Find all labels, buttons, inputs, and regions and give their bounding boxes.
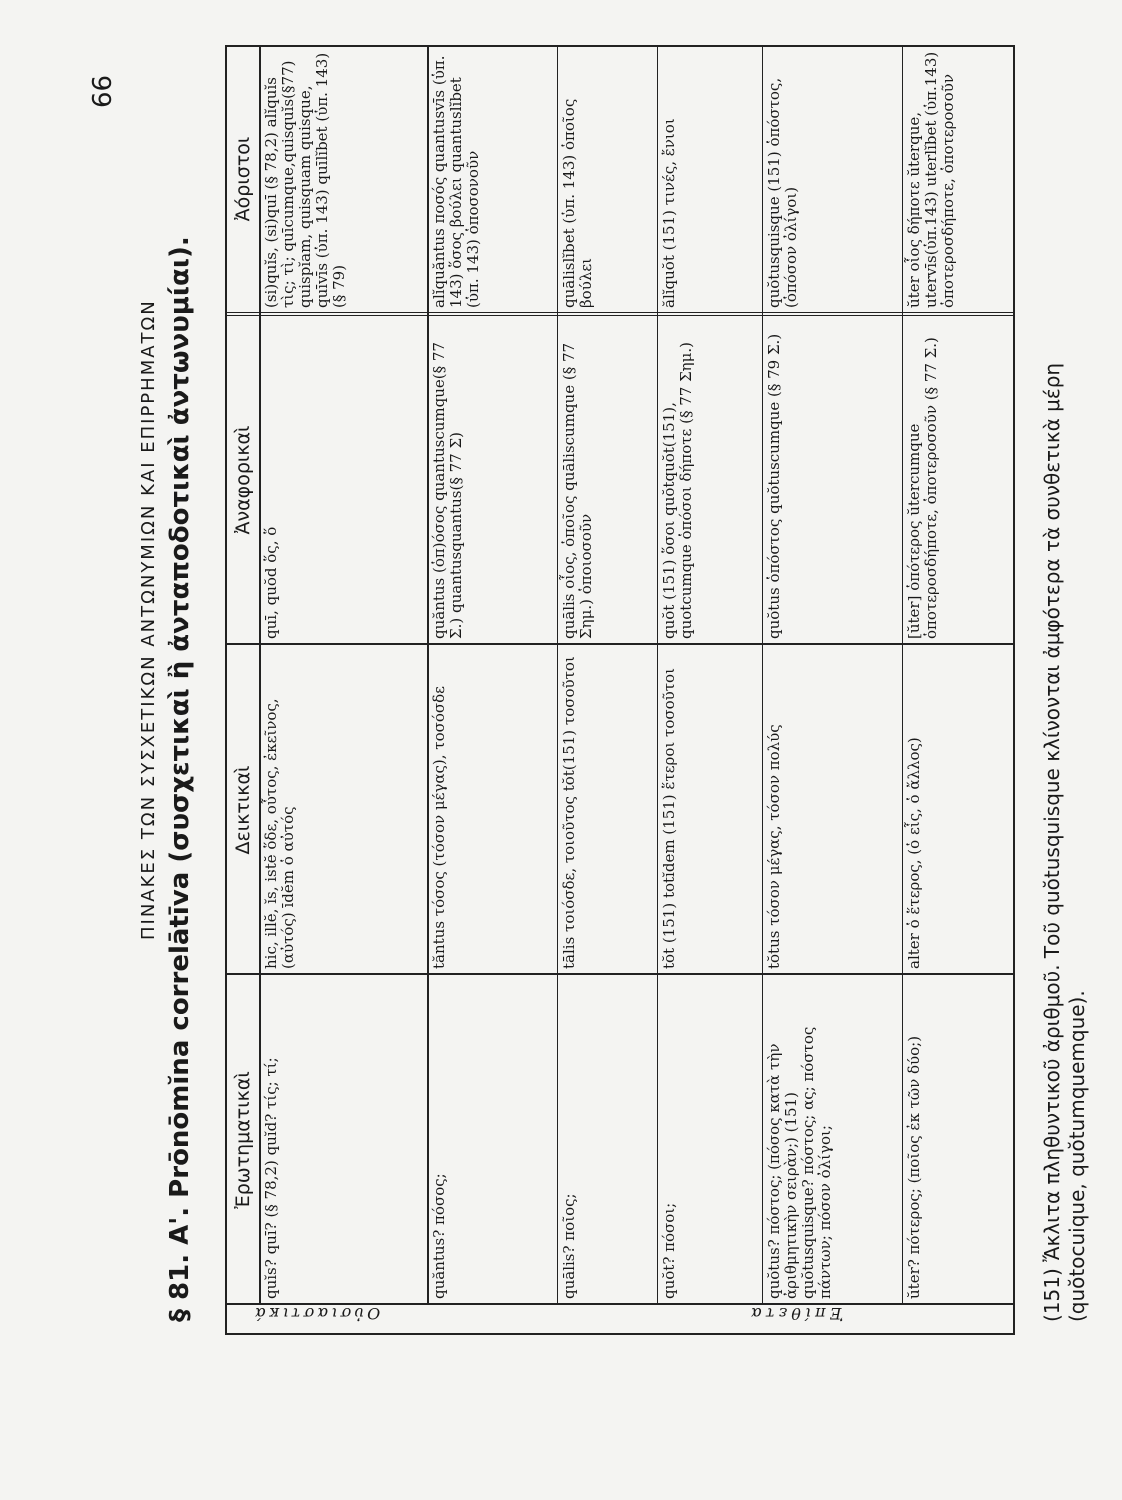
- row-divider: [762, 47, 763, 1305]
- table-cell: (si)quĭs, (si)quī (§ 78,2) alĭquĭs τὶς; τὶ; quīcumque,quisquĭs(§77) quispĭam, quisquam quisque, quīvīs (ὑπ. 143) quīlĭbet (ὑπ. 143) (§ 79): [262, 52, 348, 308]
- table-cell: quī, quŏd ὅς, ὅ: [262, 526, 280, 639]
- footnote-line: (quŏtocuique, quŏtumquemque).: [1065, 990, 1089, 1322]
- row-divider: [902, 47, 903, 1305]
- header-demonstrative: Δεικτικαὶ: [232, 765, 254, 855]
- table-cell: quŏt? πόσοι;: [660, 1202, 678, 1299]
- table-cell: tŏtus τόσον μέγας, τόσον πολύς: [765, 724, 783, 969]
- table-cell: ŭter? πότερος; (ποῖος ἐκ τῶν δύο;): [905, 1035, 923, 1299]
- table-cell: quŏtus ὁπόστος quŏtuscumque (§ 79 Σ.): [765, 333, 783, 639]
- table-cell: quālis οἷος, ὁποῖος quāliscumque (§ 77 Σημ.) ὁποιοσοῦν: [560, 342, 595, 639]
- side-label-column: [227, 1303, 1013, 1333]
- header-relative: Ἀναφορικαὶ: [232, 425, 254, 535]
- page-title: [165, 236, 195, 1322]
- table-cell: alĭquăntus ποσός quantusvīs (ὑπ. 143) ὅσος βούλει quantuslĭbet (ὑπ. 143) ὁποσονοῦν: [430, 55, 482, 308]
- table-cell: [ŭter] ὁπότερος ŭtercumque ὁποτεροσδήποτε, ὁποτεροσοῦν (§ 77 Σ.): [905, 337, 940, 639]
- side-label-nouns: Οὐσιαστικά: [252, 1304, 381, 1323]
- header-interrogative: Ἐρωτηματικαὶ: [232, 1071, 254, 1209]
- section-number: § 81. Α'.: [165, 1206, 195, 1322]
- table-cell: tŏt (151) totĭdem (151) ἕτεροι τοσοῦτοι: [660, 668, 678, 969]
- header-indefinite: Ἀόριστοι: [232, 136, 254, 222]
- greek-title: (συσχετικαὶ ἢ ἀνταποδοτικαὶ ἀντωνυμίαι).: [165, 236, 195, 863]
- table-cell: hic, illĕ, ĭs, istĕ ὅδε, οὗτος, ἐκεῖνος, (αὐτός) īdĕm ὁ αὐτός: [262, 698, 297, 969]
- footnote-line: (151) Ἄκλιτα πληθυντικοῦ ἀριθμοῦ. Τοῦ quŏtusquisque κλίνονται ἀμφότερα τὰ συνθετικὰ μέρη: [1040, 362, 1064, 1322]
- page-number: 66: [88, 74, 118, 108]
- row-divider: [557, 47, 558, 1305]
- table-cell: quăntus? πόσος;: [430, 1173, 448, 1299]
- table-cell: tālis τοιόσδε, τοιοῦτος tŏt(151) τοσοῦτοι: [560, 656, 578, 969]
- side-label-adjectives: Ἐπίθετα: [747, 1304, 844, 1323]
- table-cell: tăntus τόσος (τόσον μέγας), τοσόσδε: [430, 686, 448, 969]
- table-cell: ălĭquŏt (151) τινές, ἔνιοι: [660, 118, 678, 308]
- table-cell: quālis? ποῖος;: [560, 1193, 578, 1299]
- correlatives-table: [225, 45, 1015, 1335]
- latin-title: Prōnōmĭna correlātīva: [165, 871, 195, 1198]
- column-divider: [227, 643, 1013, 645]
- table-cell: quĭs? quī? (§ 78,2) quĭd? τίς; τί;: [262, 1057, 280, 1299]
- table-cell: alter ὁ ἕτερος, (ὁ εἷς, ὁ ἄλλος): [905, 737, 923, 969]
- table-cell: quŏt (151) ὅσοι quŏtquŏt(151), quotcumque ὁπόσοι δήποτε (§ 77 Σημ.): [660, 341, 695, 639]
- footnote: [1040, 363, 1090, 1322]
- table-header: [227, 47, 261, 1305]
- page-supertitle: ΠΙΝΑΚΕΣ ΤΩΝ ΣΥΣΧΕΤΙΚΩΝ ΑΝΤΩΝΥΜΙΩΝ ΚΑΙ ΕΠΙΡΡΗΜΑΤΩΝ: [138, 299, 159, 940]
- table-cell: quŏtusquisque (151) ὁπόστος, (ὁπόσον ὀλίγοι): [765, 77, 800, 308]
- table-cell: quăntus (ὁπ)όσος quantuscumque(§ 77 Σ.) quantusquantus(§ 77 Σ): [430, 342, 465, 639]
- table-cell: quŏtus? πόστος; (πόσος κατὰ τὴν ἀριθμητικὴν σειρὰν;) (151) quŏtusquisque? πόστος; ας; πόστος πάντων; πόσον ὀλίγοι;: [765, 1026, 834, 1299]
- column-divider: [227, 973, 1013, 975]
- column-divider: [227, 312, 1013, 316]
- table-cell: ŭter οἷος δήποτε ŭterque, utervīs(ὑπ.143) uterlĭbet (ὑπ.143) ὁποτεροσδήποτε, ὁποτεροσοῦν: [905, 51, 957, 308]
- row-divider: [657, 47, 658, 1305]
- table-cell: quālislĭbet (ὑπ. 143) ὁποῖος βούλει: [560, 98, 595, 308]
